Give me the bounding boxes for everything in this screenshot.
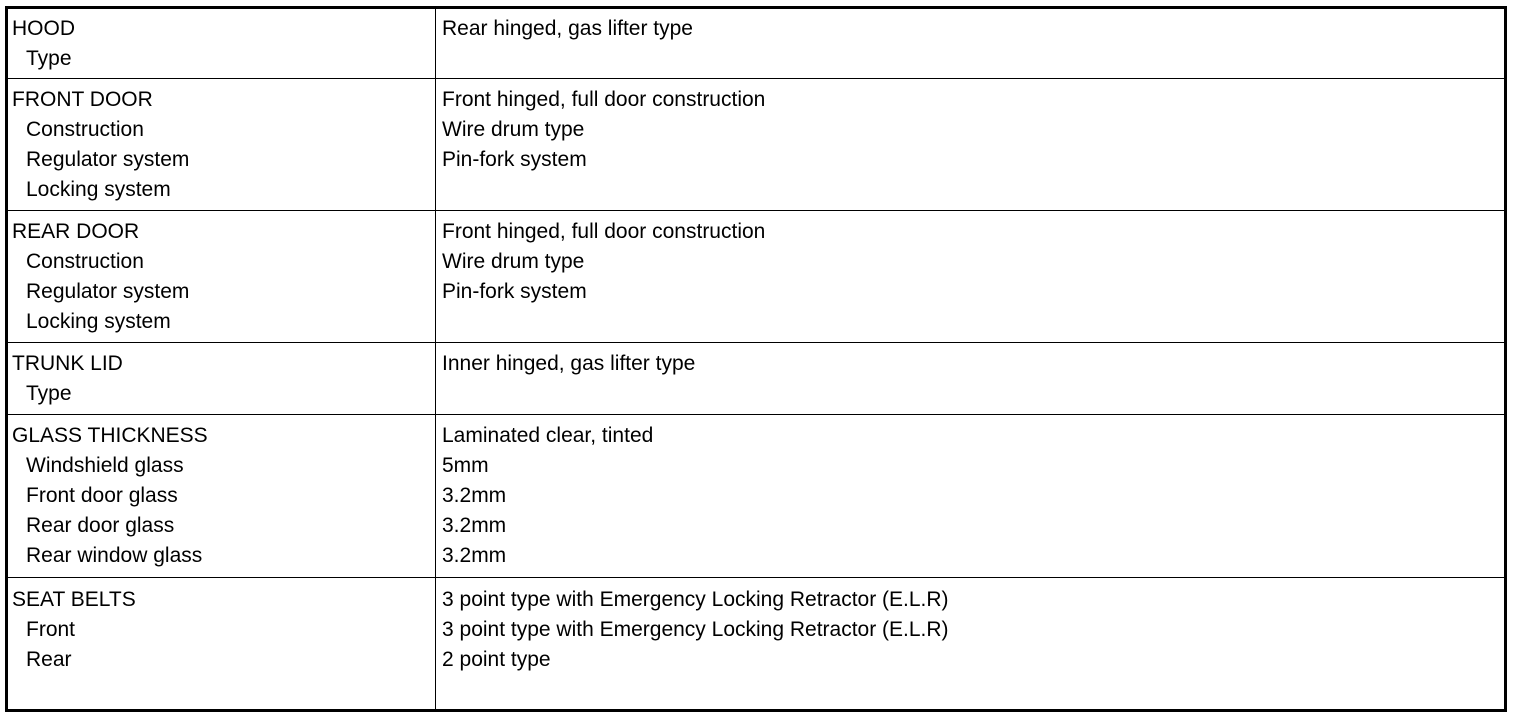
- item-value: 3 point type with Emergency Locking Retractor (E.L.R): [442, 618, 949, 641]
- table-row-rear-door: [8, 210, 1504, 342]
- item-label: Construction: [26, 118, 144, 141]
- label-cell: [8, 79, 436, 210]
- item-label: Rear window glass: [26, 544, 203, 567]
- item-label: Regulator system: [26, 148, 190, 171]
- label-cell: [8, 343, 436, 414]
- item-value: Laminated clear, tinted: [442, 424, 654, 447]
- table-row-seat-belts: [8, 577, 1504, 709]
- section-heading: TRUNK LID: [12, 352, 123, 375]
- item-label: Type: [26, 382, 72, 405]
- table-row-trunk-lid: [8, 342, 1504, 414]
- value-cell: [436, 415, 1504, 577]
- section-heading: HOOD: [12, 17, 75, 40]
- item-label: Front door glass: [26, 484, 178, 507]
- item-value: Wire drum type: [442, 250, 585, 273]
- item-value: Rear hinged, gas lifter type: [442, 17, 693, 40]
- item-value: 2 point type: [442, 648, 551, 671]
- label-cell: [8, 9, 436, 78]
- spec-table: [5, 6, 1507, 712]
- label-cell: [8, 415, 436, 577]
- item-value: Pin-fork system: [442, 148, 587, 171]
- item-value: Front hinged, full door construction: [442, 220, 766, 243]
- item-label: Construction: [26, 250, 144, 273]
- item-label: Regulator system: [26, 280, 190, 303]
- value-cell: [436, 578, 1504, 709]
- value-cell: [436, 79, 1504, 210]
- item-value: 3.2mm: [442, 484, 507, 507]
- item-label: Rear door glass: [26, 514, 175, 537]
- item-value: 3.2mm: [442, 544, 507, 567]
- label-cell: [8, 211, 436, 342]
- item-value: Inner hinged, gas lifter type: [442, 352, 696, 375]
- value-cell: [436, 343, 1504, 414]
- item-value: 5mm: [442, 454, 489, 477]
- item-label: Locking system: [26, 310, 171, 333]
- table-row-front-door: [8, 78, 1504, 210]
- item-value: 3 point type with Emergency Locking Retractor (E.L.R): [442, 588, 949, 611]
- item-label: Front: [26, 618, 76, 641]
- section-heading: FRONT DOOR: [12, 88, 153, 111]
- section-heading: REAR DOOR: [12, 220, 140, 243]
- item-value: Front hinged, full door construction: [442, 88, 766, 111]
- table-row-hood: [8, 9, 1504, 78]
- item-label: Locking system: [26, 178, 171, 201]
- table-row-glass-thickness: [8, 414, 1504, 577]
- item-value: Pin-fork system: [442, 280, 587, 303]
- item-label: Windshield glass: [26, 454, 184, 477]
- section-heading: SEAT BELTS: [12, 588, 136, 611]
- value-cell: [436, 211, 1504, 342]
- item-value: Wire drum type: [442, 118, 585, 141]
- label-cell: [8, 578, 436, 709]
- item-value: 3.2mm: [442, 514, 507, 537]
- section-heading: GLASS THICKNESS: [12, 424, 208, 447]
- value-cell: [436, 9, 1504, 78]
- item-label: Type: [26, 47, 72, 70]
- item-label: Rear: [26, 648, 72, 671]
